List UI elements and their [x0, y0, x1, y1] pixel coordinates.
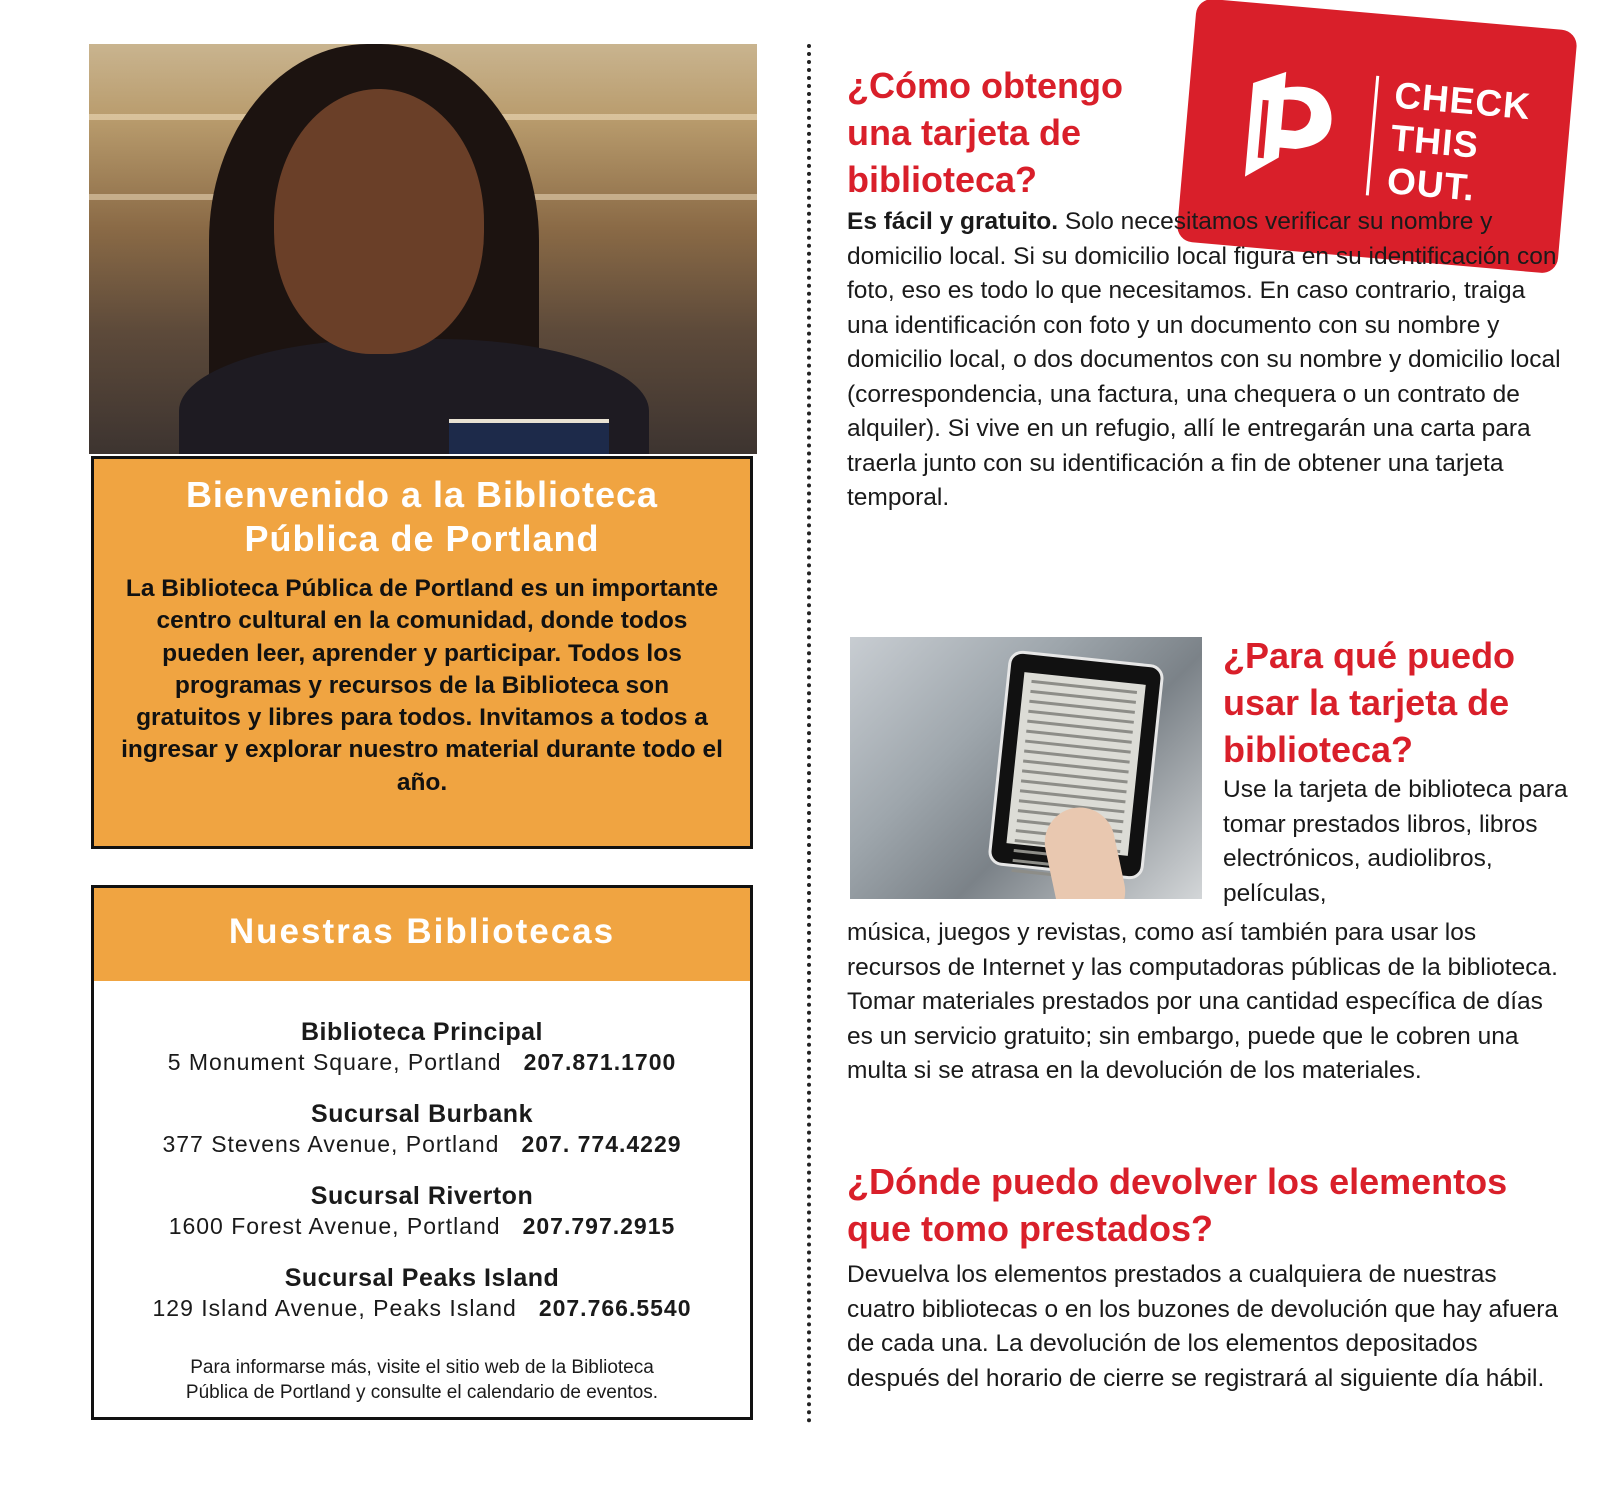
branch-address: 5 Monument Square, Portland — [167, 1049, 502, 1075]
section-get-card-question: ¿Cómo obtengo una tarjeta de biblioteca? — [847, 65, 1123, 200]
section-get-card-lead: Es fácil y gratuito. — [847, 208, 1059, 235]
card-text-line3: OUT. — [1385, 160, 1477, 209]
branch-phone: 207.766.5540 — [538, 1295, 692, 1321]
branch-phone: 207.871.1700 — [523, 1049, 677, 1075]
welcome-box — [91, 456, 753, 849]
branch-name: Biblioteca Principal — [300, 1018, 543, 1046]
section-use-card — [1223, 632, 1568, 911]
section-use-card-continued — [847, 916, 1567, 1089]
section-use-card-body-part2: música, juegos y revistas, como así también para usar los recursos de Internet y las computadoras públicas de la biblioteca. Tomar materiales prestados por una cantidad específica de días es un servicio gratuito; sin embargo, puede que le cobren una multa si se atrasa en la devolución de los materiales. — [847, 919, 1558, 1084]
branch-burbank — [94, 1099, 750, 1159]
branch-riverton — [94, 1181, 750, 1241]
card-text-line1: CHECK — [1392, 74, 1533, 128]
section-get-card-text: Solo necesitamos verificar su nombre y domicilio local. Si su domicilio local figura en su identificación con foto, eso es todo lo que necesitamos. En caso contrario, traiga una identificación con foto y un documento con su nombre y domicilio local, o dos documentos con su nombre y domicilio local (correspondencia, una factura, una chequera o un contrato de alquiler). Si vive en un refugio, allí le entregarán una carta para traerla junto con su identificación a fin de obtener una tarjeta temporal. — [847, 208, 1561, 511]
branch-name: Sucursal Riverton — [310, 1182, 534, 1210]
branch-peaks-island — [94, 1263, 750, 1323]
section-return-body: Devuelva los elementos prestados a cualquiera de nuestras cuatro bibliotecas o en los buzones de devolución que hay afuera de cada una. La devolución de los elementos depositados después del horario de cierre se registrará al siguiente día hábil. — [847, 1261, 1558, 1392]
section-get-card-body — [847, 205, 1567, 516]
branch-address: 129 Island Avenue, Peaks Island — [152, 1295, 517, 1321]
section-return — [847, 1158, 1567, 1396]
section-use-card-question: ¿Para qué puedo usar la tarjeta de biblioteca? — [1223, 635, 1516, 770]
branch-name: Sucursal Peaks Island — [284, 1264, 560, 1292]
note-line2: Pública de Portland y consulte el calendario de eventos. — [185, 1382, 659, 1403]
welcome-title — [94, 473, 750, 561]
branch-phone: 207.797.2915 — [522, 1213, 676, 1239]
column-divider — [807, 44, 811, 1424]
branches-heading: Nuestras Bibliotecas — [94, 888, 750, 981]
section-return-question: ¿Dónde puedo devolver los elementos que tomo prestados? — [847, 1161, 1508, 1249]
woman-with-book-photo — [89, 44, 757, 454]
branch-phone: 207. 774.4229 — [521, 1131, 682, 1157]
welcome-body: La Biblioteca Pública de Portland es un importante centro cultural en la comunidad, donde todos pueden leer, aprender y participar. Todos los programas y recursos de la Biblioteca son gratuitos y libres para todos. Invitamos a todos a ingresar y explorar nuestro material durante todo el año. — [121, 575, 723, 796]
branch-name: Sucursal Burbank — [311, 1100, 533, 1128]
welcome-title-line2: Pública de Portland — [244, 518, 600, 559]
branch-main — [94, 1017, 750, 1077]
branches-box — [91, 885, 753, 1420]
branch-address: 377 Stevens Avenue, Portland — [162, 1131, 500, 1157]
note-line1: Para informarse más, visite el sitio web de la Biblioteca — [190, 1357, 654, 1378]
branch-address: 1600 Forest Avenue, Portland — [168, 1213, 501, 1239]
section-get-card — [847, 62, 1567, 516]
ereader-tablet-photo — [850, 637, 1202, 899]
card-text-line2: THIS — [1389, 117, 1481, 166]
branches-note — [94, 1355, 750, 1405]
section-use-card-body-part1: Use la tarjeta de biblioteca para tomar prestados libros, libros electrónicos, audiolibros, películas, — [1223, 776, 1568, 907]
welcome-title-line1: Bienvenido a la Biblioteca — [185, 474, 659, 515]
